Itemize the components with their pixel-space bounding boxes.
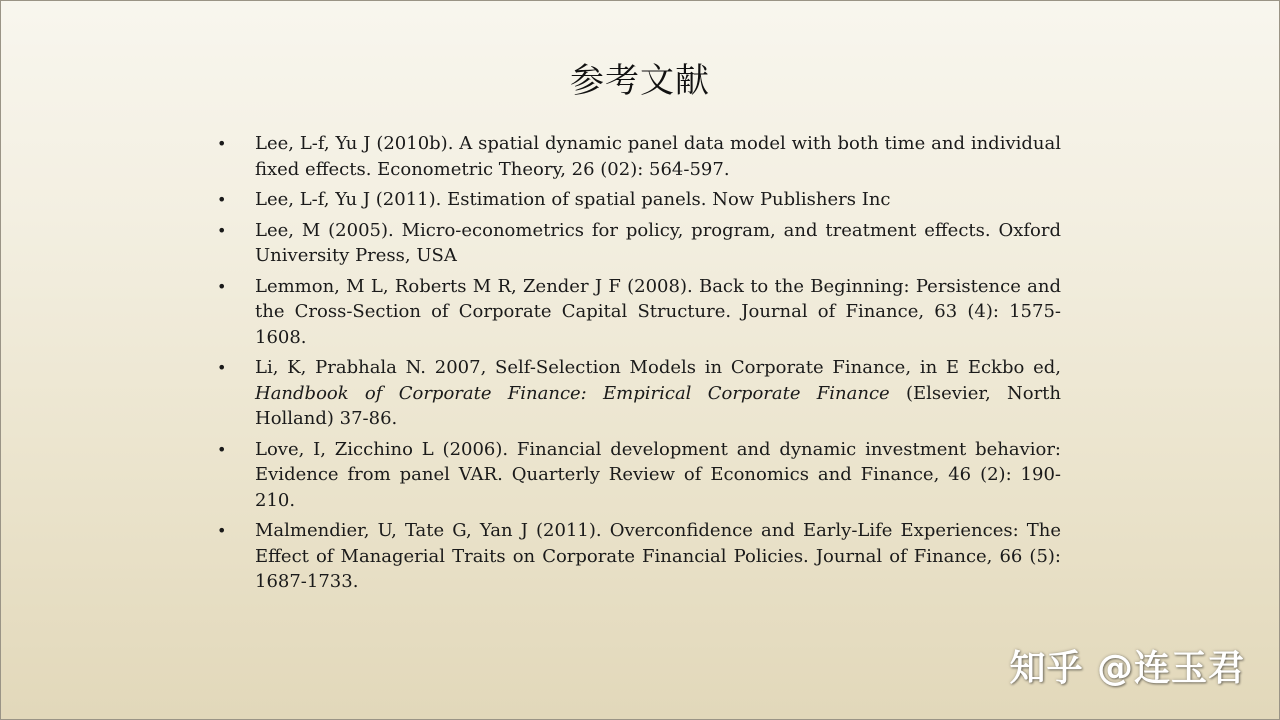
- reference-text: Lee, L-f, Yu J (2011). Estimation of spatial panels. Now Publishers Inc: [255, 189, 891, 210]
- reference-item: [215, 518, 1061, 595]
- reference-item: [215, 437, 1061, 514]
- reference-item: [215, 131, 1061, 182]
- reference-text-after: (Elsevier, North Holland) 37-86.: [255, 382, 1061, 429]
- bullet-icon: •: [217, 134, 227, 153]
- reference-text: Lee, M (2005). Micro-econometrics for policy, program, and treatment effects. Oxford University Press, USA: [255, 219, 1061, 266]
- slide-title: 参考文献: [570, 61, 710, 101]
- bullet-icon: •: [217, 220, 227, 240]
- reference-item: [215, 274, 1061, 351]
- reference-text: Malmendier, U, Tate G, Yan J (2011). Overconfidence and Early-Life Experiences: The Effect of Managerial Traits on Corporate Financial Policies. Journal of Finance, 66 (5): 1687-1733.: [255, 520, 1061, 592]
- reference-list: [215, 131, 1061, 600]
- bullet-icon: •: [217, 439, 227, 459]
- bullet-icon: •: [217, 358, 227, 377]
- reference-text-before: Li, K, Prabhala N. 2007, Self-Selection Models in Corporate Finance, in E Eckbo ed,: [255, 357, 1061, 378]
- bullet-icon: •: [217, 276, 227, 296]
- reference-text: Lemmon, M L, Roberts M R, Zender J F (2008). Back to the Beginning: Persistence and the Cross-Section of Corporate Capital Structure. Journal of Finance, 63 (4): 1575-1608.: [255, 275, 1061, 348]
- watermark: 知乎 @连玉君: [1009, 648, 1245, 689]
- reference-text: Lee, L-f, Yu J (2010b). A spatial dynamic panel data model with both time and individual fixed effects. Econometric Theory, 26 (02): 564-597.: [255, 133, 1061, 180]
- bullet-icon: •: [217, 521, 227, 540]
- reference-item: [215, 187, 1061, 213]
- reference-text: Love, I, Zicchino L (2006). Financial development and dynamic investment behavior: Evidence from panel VAR. Quarterly Review of Economics and Finance, 46 (2): 190-210.: [255, 438, 1061, 511]
- reference-item: [215, 218, 1061, 269]
- reference-book-title: Handbook of Corporate Finance: Empirical Corporate Finance: [255, 382, 890, 404]
- bullet-icon: •: [217, 190, 227, 209]
- reference-item: [215, 355, 1061, 432]
